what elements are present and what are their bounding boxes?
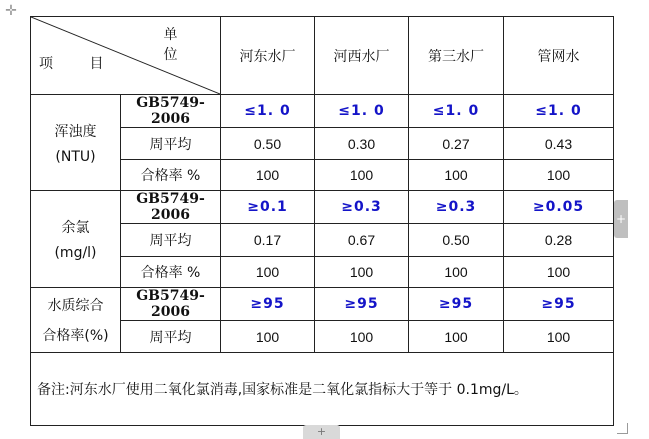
row-label: 周平均 (121, 321, 221, 353)
row-label: 合格率 % (121, 160, 221, 191)
cell-value: 0.43 (504, 128, 614, 160)
row-label: 周平均 (121, 128, 221, 160)
column-header-hedong: 河东水厂 (221, 17, 315, 95)
standard-value: ≥95 (221, 288, 315, 321)
table-row (31, 95, 614, 128)
standard-label: GB5749-2006 (121, 191, 221, 224)
standard-label: GB5749-2006 (121, 288, 221, 321)
standard-value: ≥95 (315, 288, 409, 321)
cell-value: 0.27 (409, 128, 504, 160)
item-label: 项 目 (39, 56, 120, 72)
cell-value: 100 (409, 160, 504, 191)
cell-value: 100 (504, 257, 614, 288)
group-label-turbidity (31, 95, 121, 191)
cell-value: 100 (315, 257, 409, 288)
cell-value: 0.50 (409, 224, 504, 257)
cell-value: 0.17 (221, 224, 315, 257)
standard-value: ≤1. 0 (504, 95, 614, 128)
group-unit: 合格率(%) (42, 328, 109, 344)
cell-value: 100 (504, 160, 614, 191)
standard-label: GB5749-2006 (121, 95, 221, 128)
column-header-hexi: 河西水厂 (315, 17, 409, 95)
cell-value: 100 (409, 257, 504, 288)
cell-value: 100 (221, 160, 315, 191)
water-quality-table (30, 16, 614, 426)
table-row (31, 288, 614, 321)
cell-value: 0.30 (315, 128, 409, 160)
group-name: 余氯 (61, 220, 90, 236)
move-handle-icon[interactable]: ✛ (5, 3, 17, 19)
row-label: 合格率 % (121, 257, 221, 288)
header-row (31, 17, 614, 95)
column-header-network: 管网水 (504, 17, 614, 95)
standard-value: ≥0.05 (504, 191, 614, 224)
group-name: 浑浊度 (54, 123, 97, 140)
cell-value: 100 (315, 321, 409, 353)
table-row (31, 191, 614, 224)
diagonal-header-cell (31, 17, 221, 95)
standard-value: ≤1. 0 (221, 95, 315, 128)
unit-label: 单 位 (163, 27, 196, 63)
cell-value: 100 (221, 321, 315, 353)
standard-value: ≥95 (504, 288, 614, 321)
note-text: 备注:河东水厂使用二氧化氯消毒,国家标准是二氧化氯指标大于等于 0.1mg/L。 (31, 353, 614, 426)
cell-value: 100 (504, 321, 614, 353)
group-unit: (mg/l) (54, 245, 97, 261)
standard-value: ≤1. 0 (315, 95, 409, 128)
add-row-icon[interactable]: + (303, 425, 340, 439)
cell-value: 0.28 (504, 224, 614, 257)
cell-value: 0.67 (315, 224, 409, 257)
standard-value: ≥95 (409, 288, 504, 321)
group-label-chlorine (31, 191, 121, 288)
cell-value: 100 (221, 257, 315, 288)
resize-handle-icon[interactable] (617, 423, 628, 434)
note-row (31, 353, 614, 426)
row-label: 周平均 (121, 224, 221, 257)
group-label-overall (31, 288, 121, 353)
group-name: 水质综合 (47, 298, 104, 314)
cell-value: 0.50 (221, 128, 315, 160)
add-column-icon[interactable]: + (614, 200, 628, 238)
standard-value: ≤1. 0 (409, 95, 504, 128)
column-header-third: 第三水厂 (409, 17, 504, 95)
cell-value: 100 (409, 321, 504, 353)
standard-value: ≥0.3 (409, 191, 504, 224)
standard-value: ≥0.1 (221, 191, 315, 224)
cell-value: 100 (315, 160, 409, 191)
group-unit: (NTU) (55, 148, 96, 165)
standard-value: ≥0.3 (315, 191, 409, 224)
